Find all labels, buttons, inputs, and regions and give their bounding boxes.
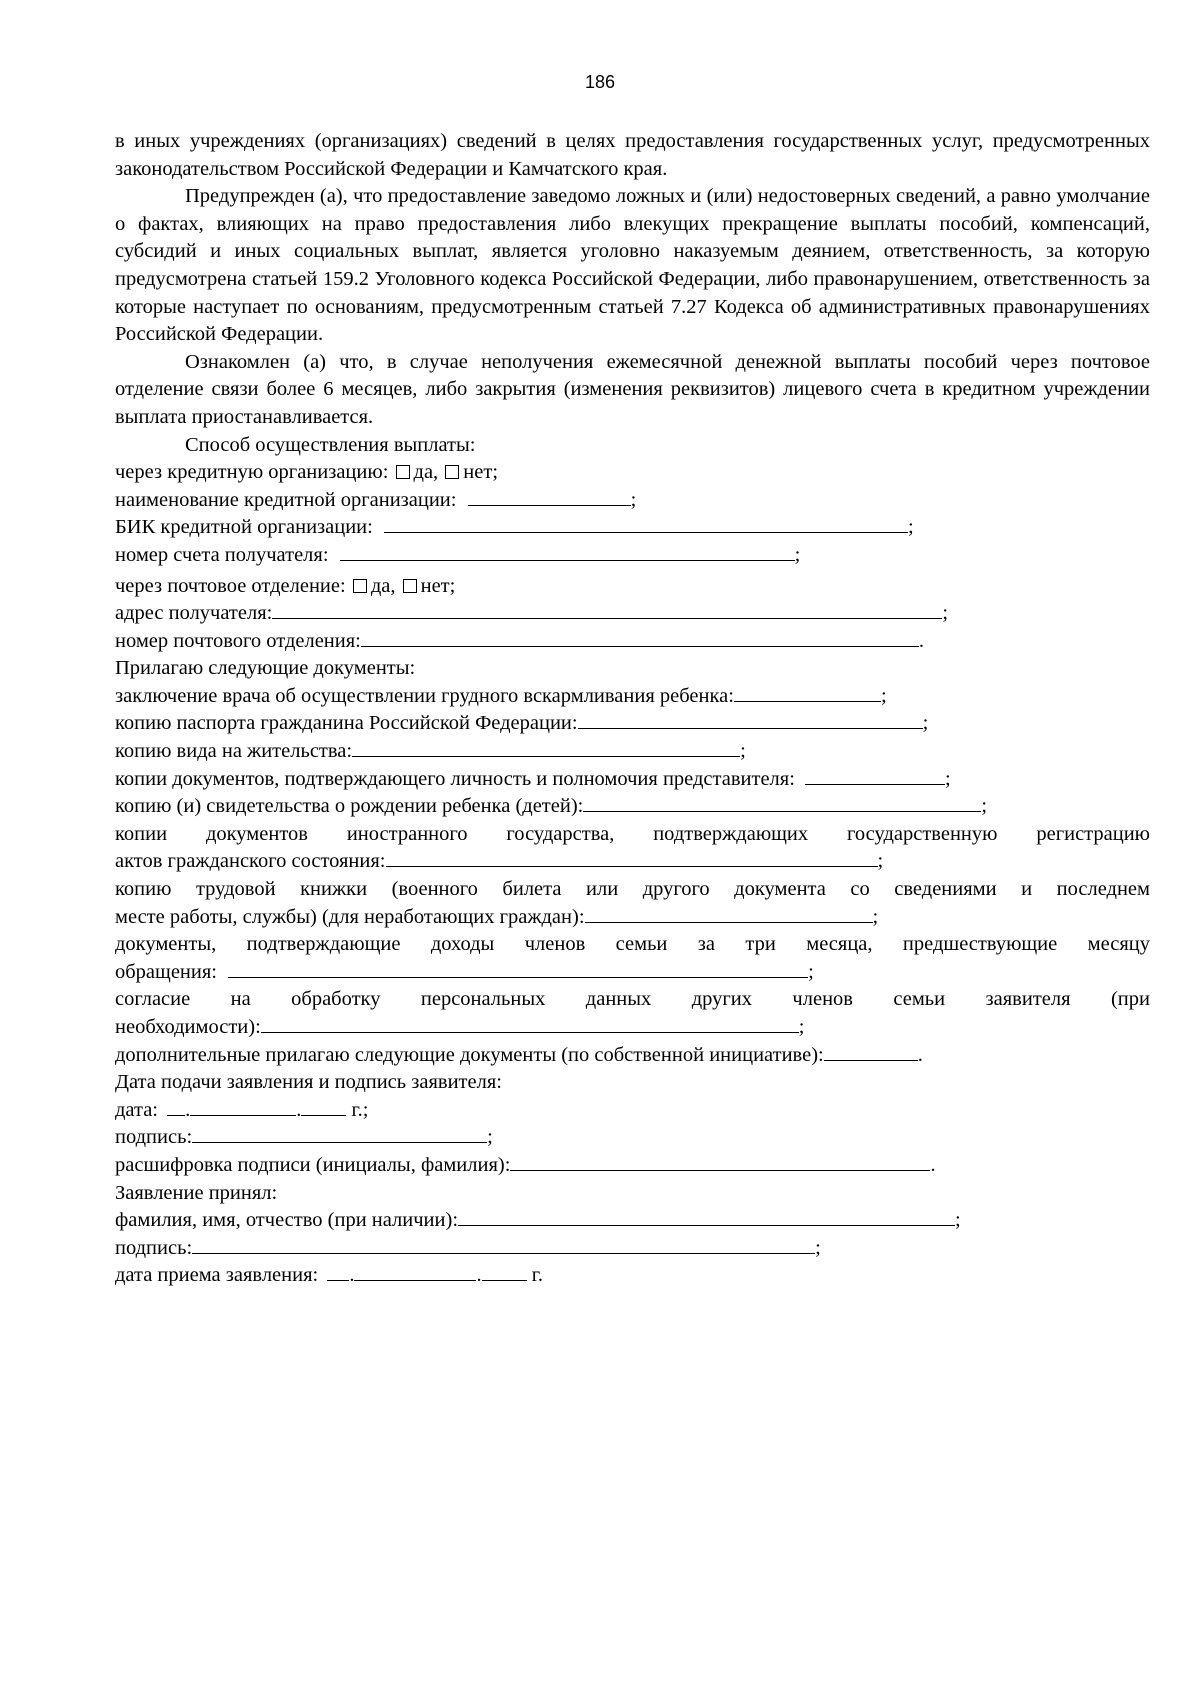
submission-decode-row: [115, 1152, 1150, 1180]
doc-field[interactable]: [805, 767, 945, 785]
submission-date-row: [115, 1097, 1150, 1125]
doc-row-income: документы, подтверждающие доходы членов семьи за три месяца, предшествующие месяцу: [115, 933, 1150, 956]
address-label: адрес получателя:: [115, 602, 273, 625]
bank-no-label: нет;: [463, 461, 499, 484]
semicolon: ;: [880, 684, 887, 707]
bank-yes-label: да,: [413, 461, 439, 484]
period: .: [917, 1043, 923, 1066]
date-label: дата:: [115, 1098, 159, 1121]
doc-field[interactable]: [352, 739, 740, 757]
doc-row-foreign-cont: [115, 848, 1150, 876]
bik-label: БИК кредитной организации:: [115, 516, 373, 539]
accepted-signature-row: [115, 1235, 1150, 1263]
doc-label: обращения:: [115, 960, 217, 983]
submission-heading: Дата подачи заявления и подпись заявителя:: [115, 1071, 502, 1094]
doc-label: дополнительные прилагаю следующие документы (по собственной инициативе):: [115, 1043, 824, 1066]
page-number: 186: [584, 72, 616, 92]
paragraph-notice: Ознакомлен (а) что, в случае неполучения ежемесячной денежной выплаты пособий через почтовое отделение связи более 6 месяцев, либо закрытия (изменения реквизитов) лицевого счета в кредитном учреждении выплата приостанавливается.: [115, 350, 1150, 428]
doc-row-consent-cont: [115, 1014, 1150, 1042]
fio-label: фамилия, имя, отчество (при наличии):: [115, 1209, 459, 1232]
paragraph-warning: Предупрежден (а), что предоставление заведомо ложных и (или) недостоверных сведений, а равно умолчание о фактах, влияющих на право предоставления либо влекущих прекращение выплаты пособий, компенсаций, субсидий и иных социальных выплат, является уголовно наказуемым деянием, ответственность, за которую предусмотрена статьей 159.2 Уголовного кодекса Российской Федерации, либо правонарушением, ответственность за которые наступает по основаниям, предусмотренным статьей 7.27 Кодекса об административных правонарушениях Российской Федерации.: [115, 185, 1150, 346]
doc-label: актов гражданского состояния:: [115, 850, 386, 873]
semicolon: ;: [945, 767, 951, 790]
doc-row-passport: [115, 710, 1150, 738]
bank-no-checkbox[interactable]: [445, 465, 459, 479]
account-field[interactable]: [340, 543, 795, 561]
period: .: [930, 1153, 936, 1176]
separator: .: [349, 1264, 355, 1287]
bik-row: [115, 514, 1150, 542]
doc-row-foreign: копии документов иностранного государства, подтверждающих государственную регистрацию: [115, 822, 1150, 845]
semicolon: ;: [955, 1209, 961, 1232]
bank-option-row: [115, 459, 1150, 487]
accepted-heading: Заявление принял:: [115, 1181, 278, 1204]
bank-name-row: [115, 487, 1150, 515]
payment-method-heading: Способ осуществления выплаты:: [185, 433, 476, 456]
doc-field[interactable]: [583, 794, 981, 812]
doc-row-representative: [115, 766, 1150, 794]
separator: .: [185, 1098, 191, 1121]
semicolon: ;: [981, 795, 988, 818]
post-office-label: номер почтового отделения:: [115, 629, 361, 652]
doc-field[interactable]: [578, 711, 923, 729]
paragraph-1: в иных учреждениях (организациях) сведений в целях предоставления государственных услуг, предусмотренных законодательством Российской Федерации и Камчатского края.: [115, 130, 1150, 180]
semicolon: ;: [487, 1126, 493, 1149]
doc-field[interactable]: [824, 1043, 918, 1061]
semicolon: ;: [922, 712, 929, 735]
account-label: номер счета получателя:: [115, 543, 329, 566]
doc-field[interactable]: [734, 684, 881, 702]
doc-field[interactable]: [261, 1015, 799, 1033]
address-field[interactable]: [272, 601, 942, 619]
doc-row-breastfeeding: [115, 683, 1150, 711]
semicolon: ;: [794, 543, 801, 566]
accepted-date-row: [115, 1262, 1150, 1290]
account-row: [115, 542, 1150, 570]
post-office-field[interactable]: [361, 629, 919, 647]
year-suffix: г.: [531, 1264, 543, 1287]
document-body: [115, 128, 1150, 1290]
decode-label: расшифровка подписи (инициалы, фамилия):: [115, 1153, 511, 1176]
bank-option-label: через кредитную организацию:: [115, 461, 389, 484]
date-label: дата приема заявления:: [115, 1264, 319, 1287]
separator: .: [296, 1098, 302, 1121]
doc-label: месте работы, службы) (для неработающих граждан):: [115, 905, 585, 928]
bank-name-label: наименование кредитной организации:: [115, 488, 457, 511]
doc-row-income-cont: [115, 959, 1150, 987]
signature-field[interactable]: [192, 1236, 815, 1254]
bank-yes-checkbox[interactable]: [396, 465, 410, 479]
doc-field[interactable]: [585, 905, 873, 923]
semicolon: ;: [630, 488, 637, 511]
doc-row-residence: [115, 738, 1150, 766]
doc-row-consent: согласие на обработку персональных данных других членов семьи заявителя (при: [115, 988, 1150, 1011]
date-year-field[interactable]: [482, 1263, 527, 1281]
post-option-row: [115, 573, 1150, 601]
doc-label: необходимости):: [115, 1016, 261, 1038]
fio-field[interactable]: [458, 1208, 955, 1226]
semicolon: ;: [877, 850, 884, 873]
signature-field[interactable]: [192, 1125, 487, 1143]
post-office-row: [115, 628, 1150, 656]
documents-heading: Прилагаю следующие документы:: [115, 657, 416, 680]
doc-label: копию вида на жительства:: [115, 740, 353, 763]
doc-row-workbook-cont: [115, 904, 1150, 932]
semicolon: ;: [815, 1236, 821, 1259]
doc-row-workbook: копию трудовой книжки (военного билета или другого документа со сведениями и последнем: [115, 878, 1150, 901]
date-day-field[interactable]: [327, 1263, 349, 1281]
date-day-field[interactable]: [167, 1098, 185, 1116]
date-year-field[interactable]: [301, 1098, 346, 1116]
date-month-field[interactable]: [190, 1098, 296, 1116]
doc-field[interactable]: [228, 960, 808, 978]
semicolon: ;: [942, 602, 949, 625]
semicolon: ;: [808, 960, 814, 983]
semicolon: ;: [798, 1016, 805, 1038]
signature-label: подпись:: [115, 1126, 193, 1149]
doc-label: заключение врача об осуществлении грудного вскармливания ребенка:: [115, 684, 734, 707]
year-suffix: г.;: [351, 1098, 369, 1121]
post-no-label: нет;: [420, 574, 456, 597]
signature-label: подпись:: [115, 1236, 193, 1259]
accepted-fio-row: [115, 1207, 1150, 1235]
doc-row-additional: [115, 1042, 1150, 1070]
post-option-label: через почтовое отделение:: [115, 574, 346, 597]
doc-label: копию паспорта гражданина Российской Федерации:: [115, 712, 578, 735]
doc-row-birth-certificate: [115, 793, 1150, 821]
semicolon: ;: [740, 740, 746, 763]
decode-field[interactable]: [510, 1153, 930, 1171]
bank-name-field[interactable]: [468, 488, 631, 506]
doc-label: копии документов, подтверждающего личность и полномочия представителя:: [115, 767, 795, 790]
submission-signature-row: [115, 1124, 1150, 1152]
period: .: [918, 629, 924, 652]
post-yes-label: да,: [370, 574, 396, 597]
date-month-field[interactable]: [354, 1263, 476, 1281]
doc-field[interactable]: [386, 849, 878, 867]
bik-field[interactable]: [384, 515, 908, 533]
post-yes-checkbox[interactable]: [353, 579, 367, 593]
separator: .: [476, 1264, 482, 1287]
semicolon: ;: [872, 905, 879, 928]
post-no-checkbox[interactable]: [403, 579, 417, 593]
semicolon: ;: [907, 516, 914, 539]
doc-label: копию (и) свидетельства о рождении ребенка (детей):: [115, 795, 584, 818]
address-row: [115, 600, 1150, 628]
